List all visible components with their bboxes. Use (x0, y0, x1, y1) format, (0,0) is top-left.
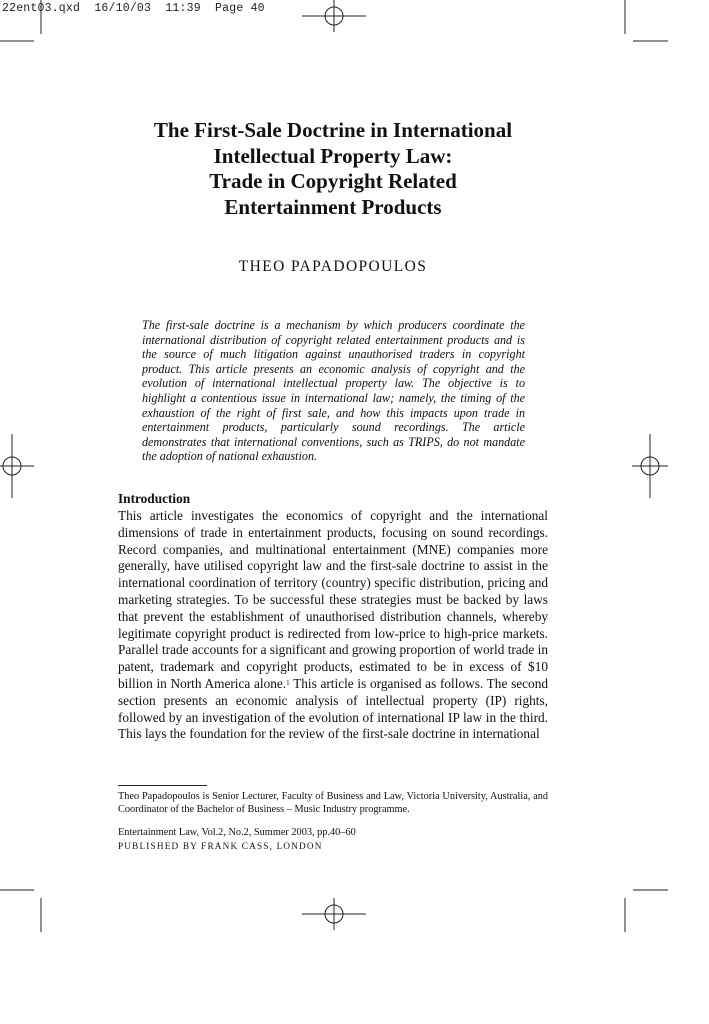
abstract: The first-sale doctrine is a mechanism by which producers coordinate the international distribution of copyright related entertainment products and is the source of much litigation against unauthorised traders in copyright product. This article presents an economic analysis of copyright and the evolution of international intellectual property law. The objective is to highlight a contentious issue in international law; namely, the timing of the exhaustion of the right of first sale, and how this impacts upon trade in entertainment products, particularly sound recordings. The article demonstrates that international conventions, such as TRIPS, do not mandate the adoption of national exhaustion. (142, 318, 525, 464)
body-paragraph (118, 508, 548, 743)
footnote-marker: 1 (286, 678, 290, 687)
registration-mark-right (632, 434, 668, 498)
title-line: Intellectual Property Law: (213, 143, 453, 168)
article-title (100, 118, 566, 220)
author-footnote: Theo Papadopoulos is Senior Lecturer, Faculty of Business and Law, Victoria University, Australia, and Coordinator of the Bachelor of Business – Music Industry programme. (118, 791, 548, 816)
body-text-part: This article investigates the economics of copyright and the international dimensions of trade in entertainment products, focusing on sound recordings. Record companies, and multinational entertainment (MNE) companies more generally, have utilised copyright law and the first-sale doctrine to assist in the international coordination of territory (country) specific distribution, pricing and marketing strategies. To be successful these strategies must be backed by laws that prevent the establishment of unauthorised distribution channels, whereby legitimate copyright product is redirected from low-price to high-price markets. Parallel trade accounts for a significant and growing proportion of world trade in patent, trademark and copyright products, estimated to be in excess of $10 billion in North America alone. (118, 508, 548, 691)
title-line: Trade in Copyright Related (209, 169, 457, 193)
registration-mark-top (302, 0, 366, 32)
registration-mark-bottom (302, 898, 366, 930)
footnote-rule (118, 785, 207, 786)
registration-mark-left (0, 434, 34, 498)
title-line: The First-Sale Doctrine in International (153, 118, 513, 142)
journal-reference: Entertainment Law, Vol.2, No.2, Summer 2003, pp.40–60 (118, 827, 356, 838)
author-name: THEO PAPADOPOULOS (238, 258, 428, 275)
section-heading: Introduction (118, 491, 191, 506)
publisher-line: PUBLISHED BY FRANK CASS, LONDON (118, 841, 323, 851)
title-line: Entertainment Products (224, 194, 442, 219)
body-text-part: This article is organised as follows. The second section presents an economic analysis of intellectual property (IP) rights, followed by an investigation of the evolution of international IP law in the third. This lays the foundation for the review of the first-sale doctrine in international (118, 675, 548, 742)
slug-line: 22ent03.qxd 16/10/03 11:39 Page 40 (2, 2, 265, 15)
